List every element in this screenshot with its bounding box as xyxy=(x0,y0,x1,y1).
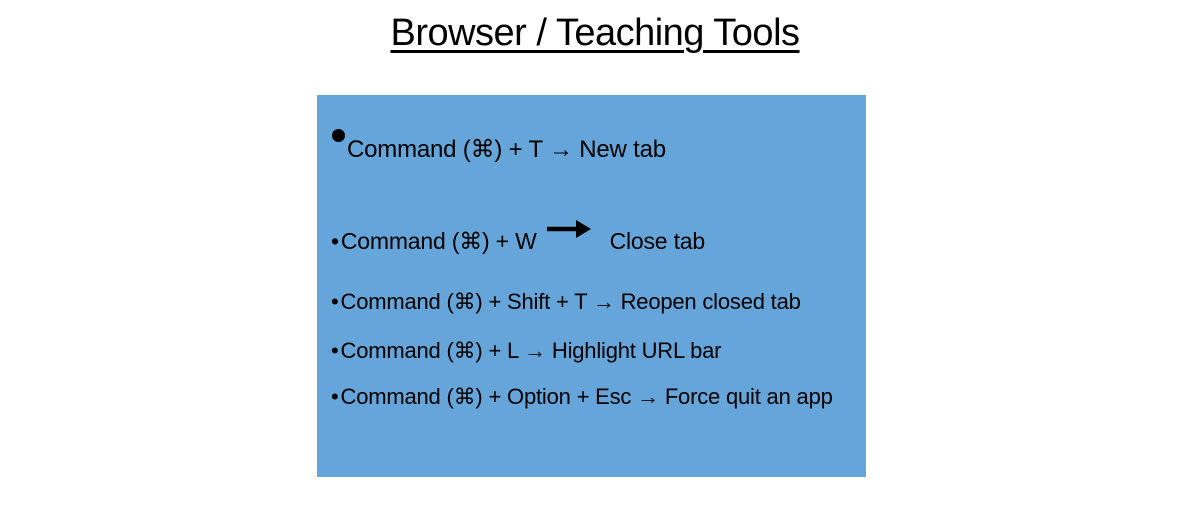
shortcut-row xyxy=(331,384,833,410)
bullet-icon: • xyxy=(331,228,339,254)
right-arrow-icon xyxy=(546,219,592,239)
shortcut-text: Command (⌘) + T → New tab xyxy=(347,136,666,163)
bullet-icon: • xyxy=(331,338,339,363)
shortcut-text: Command (⌘) + Shift + T → Reopen closed tab xyxy=(340,289,801,314)
bullet-icon: • xyxy=(331,384,339,409)
shortcut-text: Command (⌘) + L → Highlight URL bar xyxy=(340,338,722,363)
page-title: Browser / Teaching Tools xyxy=(390,12,800,54)
shortcut-text: Command (⌘) + W xyxy=(340,228,537,254)
bullet-icon: • xyxy=(331,289,339,314)
shortcut-row xyxy=(332,128,666,165)
shortcut-row xyxy=(331,338,721,364)
large-bullet-dot-icon xyxy=(332,129,345,142)
shortcut-action-text: Close tab xyxy=(609,228,705,254)
shortcut-text: Command (⌘) + Option + Esc → Force quit an app xyxy=(340,384,833,409)
shortcut-panel xyxy=(317,95,866,477)
shortcut-row xyxy=(331,227,705,255)
shortcut-row xyxy=(331,289,801,315)
